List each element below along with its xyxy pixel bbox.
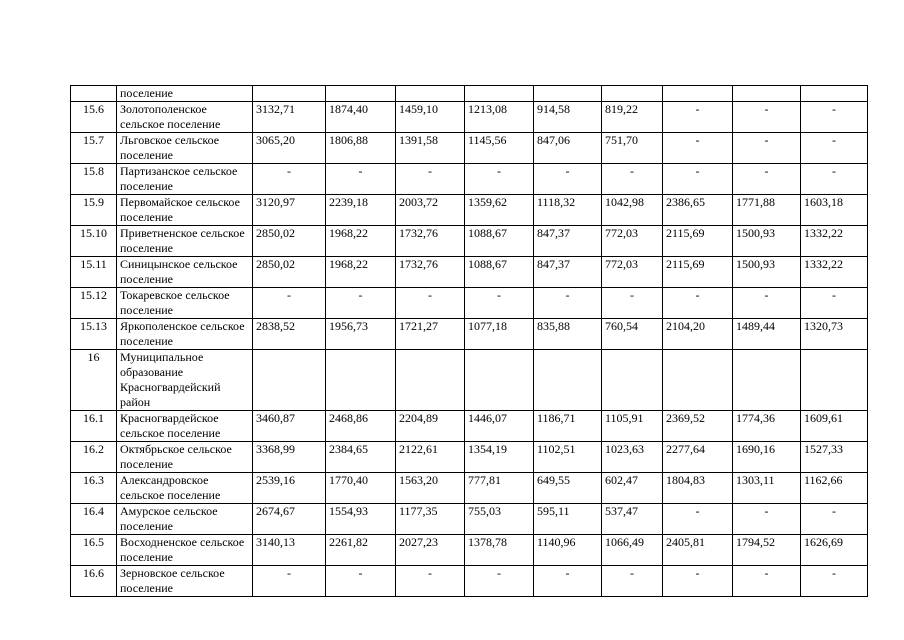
value-cell: - — [733, 288, 801, 319]
value-cell: 1023,63 — [602, 442, 663, 473]
value-cell: - — [663, 288, 733, 319]
value-cell: 1140,96 — [534, 535, 602, 566]
value-cell: 3368,99 — [253, 442, 326, 473]
value-cell: 1162,66 — [801, 473, 868, 504]
value-cell: 2468,86 — [326, 411, 396, 442]
value-cell: 772,03 — [602, 257, 663, 288]
value-cell: - — [396, 288, 465, 319]
value-cell: 2027,23 — [396, 535, 465, 566]
value-cell: - — [602, 288, 663, 319]
value-cell — [326, 350, 396, 411]
table-row — [71, 164, 868, 195]
tariff-table — [70, 85, 868, 597]
settlement-name: Токаревское сельское поселение — [117, 288, 253, 319]
value-cell: - — [801, 102, 868, 133]
value-cell — [663, 86, 733, 102]
settlement-name: Золотополенское сельское поселение — [117, 102, 253, 133]
value-cell: 2838,52 — [253, 319, 326, 350]
value-cell: 2261,82 — [326, 535, 396, 566]
value-cell — [396, 350, 465, 411]
value-cell: 777,81 — [465, 473, 534, 504]
value-cell: - — [253, 164, 326, 195]
settlement-name: Приветненское сельское поселение — [117, 226, 253, 257]
value-cell: - — [465, 164, 534, 195]
value-cell: 1213,08 — [465, 102, 534, 133]
value-cell: 1774,36 — [733, 411, 801, 442]
row-number: 16 — [71, 350, 117, 411]
row-number: 15.13 — [71, 319, 117, 350]
value-cell: 1968,22 — [326, 226, 396, 257]
value-cell: - — [326, 164, 396, 195]
value-cell: 1102,51 — [534, 442, 602, 473]
value-cell: 1320,73 — [801, 319, 868, 350]
value-cell: 751,70 — [602, 133, 663, 164]
value-cell: 1603,18 — [801, 195, 868, 226]
value-cell: 595,11 — [534, 504, 602, 535]
value-cell — [602, 86, 663, 102]
value-cell: 2850,02 — [253, 257, 326, 288]
row-number: 16.6 — [71, 566, 117, 597]
settlement-name: Красногвардейское сельское поселение — [117, 411, 253, 442]
value-cell: 2386,65 — [663, 195, 733, 226]
value-cell: - — [534, 566, 602, 597]
value-cell: 2122,61 — [396, 442, 465, 473]
value-cell: 847,37 — [534, 257, 602, 288]
value-cell — [253, 86, 326, 102]
value-cell: - — [253, 288, 326, 319]
value-cell: - — [801, 504, 868, 535]
value-cell — [733, 350, 801, 411]
row-number — [71, 86, 117, 102]
value-cell: 1609,61 — [801, 411, 868, 442]
value-cell: 1145,56 — [465, 133, 534, 164]
table-row — [71, 226, 868, 257]
row-number: 16.3 — [71, 473, 117, 504]
value-cell: 2115,69 — [663, 257, 733, 288]
value-cell: - — [733, 164, 801, 195]
value-cell — [326, 86, 396, 102]
value-cell: 3132,71 — [253, 102, 326, 133]
value-cell: 2277,64 — [663, 442, 733, 473]
value-cell: 1378,78 — [465, 535, 534, 566]
table-row — [71, 350, 868, 411]
value-cell: 1359,62 — [465, 195, 534, 226]
value-cell: - — [663, 133, 733, 164]
value-cell: 755,03 — [465, 504, 534, 535]
value-cell: 1489,44 — [733, 319, 801, 350]
table-row — [71, 257, 868, 288]
row-number: 16.1 — [71, 411, 117, 442]
value-cell: 1794,52 — [733, 535, 801, 566]
value-cell: - — [534, 164, 602, 195]
value-cell: 1105,91 — [602, 411, 663, 442]
value-cell — [396, 86, 465, 102]
value-cell: 2104,20 — [663, 319, 733, 350]
value-cell: 1968,22 — [326, 257, 396, 288]
value-cell: 2850,02 — [253, 226, 326, 257]
value-cell: - — [326, 288, 396, 319]
settlement-name: Амурское сельское поселение — [117, 504, 253, 535]
value-cell: 2405,81 — [663, 535, 733, 566]
value-cell: - — [534, 288, 602, 319]
value-cell: - — [465, 288, 534, 319]
value-cell — [253, 350, 326, 411]
value-cell: - — [465, 566, 534, 597]
settlement-name: Льговское сельское поселение — [117, 133, 253, 164]
settlement-name: Восходненское сельское поселение — [117, 535, 253, 566]
value-cell: - — [602, 164, 663, 195]
value-cell: 2384,65 — [326, 442, 396, 473]
settlement-name: Яркополенское сельское поселение — [117, 319, 253, 350]
value-cell: - — [663, 566, 733, 597]
row-number: 16.2 — [71, 442, 117, 473]
row-number: 15.9 — [71, 195, 117, 226]
value-cell: - — [326, 566, 396, 597]
value-cell: 847,37 — [534, 226, 602, 257]
value-cell: 2239,18 — [326, 195, 396, 226]
value-cell: 1446,07 — [465, 411, 534, 442]
table-row — [71, 195, 868, 226]
value-cell: - — [733, 504, 801, 535]
value-cell: 772,03 — [602, 226, 663, 257]
value-cell — [801, 86, 868, 102]
value-cell: - — [663, 102, 733, 133]
value-cell: 914,58 — [534, 102, 602, 133]
value-cell: - — [733, 566, 801, 597]
row-number: 16.5 — [71, 535, 117, 566]
value-cell: - — [801, 133, 868, 164]
value-cell: 2369,52 — [663, 411, 733, 442]
value-cell: - — [253, 566, 326, 597]
value-cell: 1077,18 — [465, 319, 534, 350]
settlement-name: Муниципальное образование Красногвардейский район — [117, 350, 253, 411]
value-cell: - — [663, 164, 733, 195]
value-cell: 1391,58 — [396, 133, 465, 164]
value-cell: 537,47 — [602, 504, 663, 535]
value-cell: 1690,16 — [733, 442, 801, 473]
value-cell: 1527,33 — [801, 442, 868, 473]
value-cell: 835,88 — [534, 319, 602, 350]
value-cell: 1354,19 — [465, 442, 534, 473]
value-cell — [534, 350, 602, 411]
value-cell: 1721,27 — [396, 319, 465, 350]
row-number: 15.6 — [71, 102, 117, 133]
table-row — [71, 133, 868, 164]
value-cell — [733, 86, 801, 102]
row-number: 15.7 — [71, 133, 117, 164]
value-cell: 1088,67 — [465, 226, 534, 257]
value-cell: 3460,87 — [253, 411, 326, 442]
value-cell: - — [733, 133, 801, 164]
settlement-name: Октябрьское сельское поселение — [117, 442, 253, 473]
settlement-name: Зерновское сельское поселение — [117, 566, 253, 597]
value-cell: 1771,88 — [733, 195, 801, 226]
settlement-name: поселение — [117, 86, 253, 102]
value-cell: - — [602, 566, 663, 597]
table-row — [71, 102, 868, 133]
table-row — [71, 535, 868, 566]
value-cell: 649,55 — [534, 473, 602, 504]
value-cell: 3120,97 — [253, 195, 326, 226]
table-row — [71, 504, 868, 535]
table-body — [71, 86, 868, 597]
table-row — [71, 86, 868, 102]
value-cell: - — [801, 566, 868, 597]
value-cell: 2674,67 — [253, 504, 326, 535]
value-cell: 1042,98 — [602, 195, 663, 226]
row-number: 15.11 — [71, 257, 117, 288]
value-cell: 1332,22 — [801, 257, 868, 288]
value-cell: 1804,83 — [663, 473, 733, 504]
row-number: 15.8 — [71, 164, 117, 195]
value-cell: 1118,32 — [534, 195, 602, 226]
value-cell: 3140,13 — [253, 535, 326, 566]
value-cell: 1806,88 — [326, 133, 396, 164]
row-number: 15.12 — [71, 288, 117, 319]
table-row — [71, 288, 868, 319]
value-cell: 1500,93 — [733, 257, 801, 288]
settlement-name: Синицынское сельское поселение — [117, 257, 253, 288]
value-cell: 1303,11 — [733, 473, 801, 504]
value-cell — [602, 350, 663, 411]
value-cell: 2539,16 — [253, 473, 326, 504]
value-cell: 1732,76 — [396, 226, 465, 257]
value-cell: 1332,22 — [801, 226, 868, 257]
value-cell: 1956,73 — [326, 319, 396, 350]
value-cell: 602,47 — [602, 473, 663, 504]
value-cell: 1563,20 — [396, 473, 465, 504]
table-row — [71, 411, 868, 442]
value-cell — [663, 350, 733, 411]
value-cell: 1626,69 — [801, 535, 868, 566]
value-cell: - — [396, 566, 465, 597]
value-cell: 1770,40 — [326, 473, 396, 504]
value-cell — [465, 350, 534, 411]
value-cell: - — [801, 164, 868, 195]
value-cell — [534, 86, 602, 102]
row-number: 15.10 — [71, 226, 117, 257]
value-cell: 1088,67 — [465, 257, 534, 288]
settlement-name: Первомайское сельское поселение — [117, 195, 253, 226]
value-cell: 1554,93 — [326, 504, 396, 535]
value-cell: 1874,40 — [326, 102, 396, 133]
value-cell: 2115,69 — [663, 226, 733, 257]
row-number: 16.4 — [71, 504, 117, 535]
value-cell: - — [396, 164, 465, 195]
settlement-name: Александровское сельское поселение — [117, 473, 253, 504]
value-cell: 3065,20 — [253, 133, 326, 164]
value-cell: 1732,76 — [396, 257, 465, 288]
value-cell: - — [801, 288, 868, 319]
table-row — [71, 473, 868, 504]
value-cell: 1177,35 — [396, 504, 465, 535]
value-cell: 1186,71 — [534, 411, 602, 442]
value-cell: - — [663, 504, 733, 535]
value-cell: 819,22 — [602, 102, 663, 133]
value-cell: 1459,10 — [396, 102, 465, 133]
value-cell — [465, 86, 534, 102]
table-row — [71, 566, 868, 597]
value-cell: 2003,72 — [396, 195, 465, 226]
settlement-name: Партизанское сельское поселение — [117, 164, 253, 195]
value-cell: 1066,49 — [602, 535, 663, 566]
value-cell: 2204,89 — [396, 411, 465, 442]
value-cell: - — [733, 102, 801, 133]
value-cell: 847,06 — [534, 133, 602, 164]
value-cell — [801, 350, 868, 411]
value-cell: 760,54 — [602, 319, 663, 350]
table-row — [71, 442, 868, 473]
value-cell: 1500,93 — [733, 226, 801, 257]
table-row — [71, 319, 868, 350]
